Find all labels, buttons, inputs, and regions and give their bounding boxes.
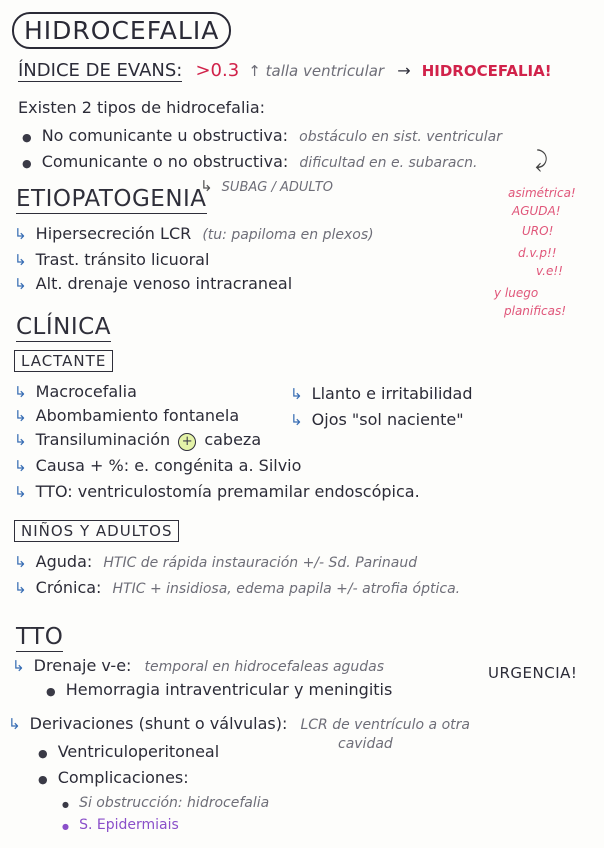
arrow-icon: ↳ <box>14 383 27 401</box>
etio-item: ↳ Alt. drenaje venoso intracraneal <box>14 274 293 293</box>
arrow-icon: ↳ <box>14 553 27 571</box>
evans-label: ÍNDICE DE EVANS: <box>18 60 183 81</box>
evans-line <box>18 60 552 81</box>
curved-arrow-icon: ⤸ <box>535 148 549 173</box>
tipo-item-1 <box>22 126 502 145</box>
tipo-label: Comunicante o no obstructiva: <box>41 152 289 171</box>
evans-value: >0.3 <box>195 60 240 81</box>
evans-arrow: → <box>397 61 411 80</box>
etiopatogenia-heading: ETIOPATOGENIA <box>16 186 207 212</box>
arrow-icon: ↳ <box>290 385 303 403</box>
lactante-item: ↳ Macrocefalia <box>14 382 137 401</box>
arrow-icon: ↳ <box>14 225 27 243</box>
arrow-icon: ↳ <box>14 483 27 501</box>
side-note: URO! <box>522 224 554 238</box>
etio-item: ↳ Hipersecreción LCR (tu: papiloma en plexos) <box>14 224 374 243</box>
bullet-icon: ● <box>38 773 48 786</box>
ninos-label: NIÑOS Y ADULTOS <box>14 520 179 542</box>
side-note: v.e!! <box>536 264 563 278</box>
ninos-item: ↳ Crónica: HTIC + insidiosa, edema papila +/- atrofia óptica. <box>14 578 461 597</box>
arrow-icon: ↳ <box>14 251 27 269</box>
tipos-sub: ↳ SUBAG / ADULTO <box>200 177 333 195</box>
plus-circle-icon: + <box>178 433 196 451</box>
evans-text: ↑ talla ventricular <box>248 62 385 80</box>
bullet-icon: ● <box>46 685 56 698</box>
ninos-item: ↳ Aguda: HTIC de rápida instauración +/- Sd. Parinaud <box>14 552 418 571</box>
tto-drenaje: ↳ Drenaje v-e: temporal en hidrocefaleas agudas <box>12 656 385 675</box>
tipo-detail: obstáculo en sist. ventricular <box>299 129 502 145</box>
tto-hemorragia: ● Hemorragia intraventricular y meningitis <box>46 680 393 699</box>
tto-heading: TTO <box>16 624 64 650</box>
side-note: y luego <box>494 286 539 300</box>
side-note: AGUDA! <box>512 204 561 218</box>
arrow-icon: ↳ <box>8 715 21 733</box>
bullet-icon: ● <box>62 822 69 831</box>
lactante-right-item: ↳ Llanto e irritabilidad <box>290 384 473 403</box>
tipo-label: No comunicante u obstructiva: <box>41 126 289 145</box>
arrow-icon: ↳ <box>200 177 213 195</box>
tto-derivaciones: ↳ Derivaciones (shunt o válvulas): LCR de ventrículo a otra <box>8 714 470 733</box>
lactante-right-item: ↳ Ojos "sol naciente" <box>290 410 464 429</box>
tipo-detail: dificultad en e. subaracn. <box>299 155 478 171</box>
derivaciones-detail-2: cavidad <box>338 736 393 752</box>
arrow-icon: ↳ <box>290 411 303 429</box>
clinica-heading: CLÍNICA <box>16 314 111 340</box>
bullet-icon: ● <box>62 800 69 809</box>
arrow-icon: ↳ <box>14 457 27 475</box>
bullet-icon: ● <box>22 157 32 170</box>
arrow-icon: ↳ <box>14 579 27 597</box>
page-title: HIDROCEFALIA <box>12 12 231 49</box>
lactante-item: ↳ Transiluminación + cabeza <box>14 430 262 449</box>
arrow-icon: ↳ <box>14 407 27 425</box>
bullet-icon: ● <box>38 747 48 760</box>
comp-item: ● S. Epidermiais <box>62 817 179 833</box>
tipo-item-2 <box>22 152 477 171</box>
lactante-item: ↳ Causa + %: e. congénita a. Silvio <box>14 456 302 475</box>
side-note: asimétrica! <box>508 186 576 200</box>
tto-vp: ● Ventriculoperitoneal <box>38 742 220 761</box>
tto-complicaciones: ● Complicaciones: <box>38 768 189 787</box>
urgencia-note: URGENCIA! <box>488 664 578 682</box>
arrow-icon: ↳ <box>14 431 27 449</box>
etio-item: ↳ Trast. tránsito licuoral <box>14 250 210 269</box>
side-note: planificas! <box>504 304 567 318</box>
arrow-icon: ↳ <box>12 657 25 675</box>
lactante-item: ↳ Abombamiento fontanela <box>14 406 240 425</box>
bullet-icon: ● <box>22 131 32 144</box>
arrow-icon: ↳ <box>14 275 27 293</box>
comp-item: ● Si obstrucción: hidrocefalia <box>62 795 270 811</box>
tipos-intro: Existen 2 tipos de hidrocefalia: <box>18 98 266 117</box>
lactante-item: ↳ TTO: ventriculostomía premamilar endoscópica. <box>14 482 420 501</box>
side-note: d.v.p!! <box>518 246 557 260</box>
evans-result: HIDROCEFALIA! <box>421 62 552 80</box>
lactante-label: LACTANTE <box>14 350 113 372</box>
